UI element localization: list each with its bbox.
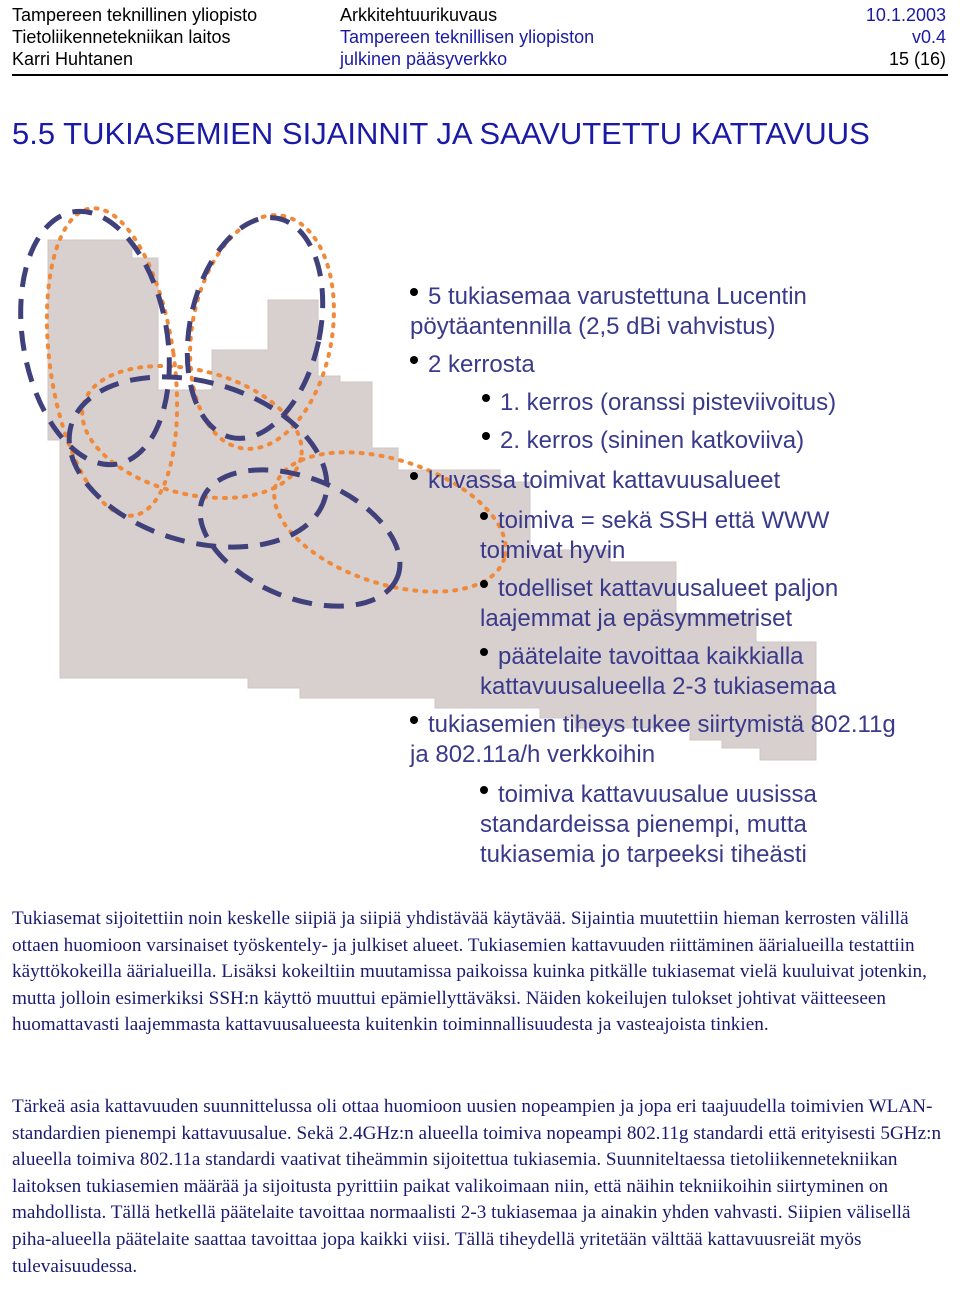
author-name: Karri Huhtanen [12,49,134,69]
header-left [12,4,257,70]
bullet-item [410,710,896,770]
document-date: 10.1.2003 [865,5,946,25]
bullet-text: kattavuusalueella 2-3 tukiasemaa [480,673,837,700]
bullet-item [480,780,817,870]
bullet-dot [480,786,488,794]
bullet-text: 5 tukiasemaa varustettuna Lucentin [428,283,807,310]
bullet-item [482,388,836,418]
header-middle [340,4,594,70]
bullet-dot [410,288,418,296]
document-subject-1: Tampereen teknillisen yliopiston [340,27,595,47]
body-paragraph: Tärkeä asia kattavuuden suunnittelussa oli ottaa huomioon uusien nopeampien ja jopa eri taajuudella toimivien WLAN-standardien pienempi kattavuusalue. Sekä 2.4GHz:n alueella toimiva nopeampi 802.11g standardi että erityisesti 5GHz:n alueella toimiva 802.11a standardi vaativat tiheämmin sijoitettua tukiasemia. Suunniteltaessa tietoliikennetekniikan laitoksen tukiasemien määrää ja sijoitusta pyrittiin paikat valikoimaan niin, että näihin tekniikoihin siirtyminen on mahdollista. Tällä hetkellä päätelaite tavoittaa normaalisti 2-3 tukiasemaa ja ainakin yhden vahvasti. Siipien välisellä piha-alueella päätelaite saattaa tavoittaa jopa kaikki viisi. Tällä tiheydellä yritetään välttää kattavuusreiät myös tulevaisuudessa. [12,1096,942,1277]
bullet-text: todelliset kattavuusalueet paljon [498,575,839,602]
bullet-text: tukiasemia jo tarpeeksi tiheästi [480,841,807,868]
bullet-text: 1. kerros (oranssi pisteviivoitus) [500,389,837,416]
department-name: Tietoliikennetekniikan laitos [12,27,231,47]
header-rule [12,74,948,76]
bullet-item [480,574,838,634]
bullet-item [410,466,780,496]
bullet-text: tukiasemien tiheys tukee siirtymistä 802.11g [428,711,896,738]
bullet-text: 2 kerrosta [428,351,535,378]
bullet-item [480,506,829,566]
bullet-text: toimiva kattavuusalue uusissa [498,781,817,808]
bullet-text: pöytäantennilla (2,5 dBi vahvistus) [410,313,776,340]
bullet-item [410,350,535,380]
bullet-text: standardeissa pienempi, mutta [480,811,807,838]
header-right [866,4,946,70]
university-name: Tampereen teknillinen yliopisto [12,5,258,25]
document-subject-2: julkinen pääsyverkko [340,49,508,69]
bullet-text: toimivat hyvin [480,537,626,564]
bullet-text: 2. kerros (sininen katkoviiva) [500,427,805,454]
section-title: 5.5 TUKIASEMIEN SIJAINNIT JA SAAVUTETTU KATTAVUUS [12,116,870,151]
document-version: v0.4 [911,27,946,47]
coverage-figure [0,200,960,890]
page-number: 15 (16) [888,49,946,69]
bullet-dot [410,716,418,724]
bullet-dot [410,356,418,364]
bullet-text: ja 802.11a/h verkkoihin [410,741,656,768]
bullet-text: kuvassa toimivat kattavuusalueet [428,467,781,494]
bullet-item [480,642,836,702]
body-paragraph: Tukiasemat sijoitettiin noin keskelle siipiä ja siipiä yhdistävää käytävää. Sijaintia muutettiin hieman kerrosten välillä ottaen huomioon varsinaiset työskentely- ja julkiset alueet. Tukiasemien kattavuuden riittäminen äärialueilla testattiin käyttökokeilla äärialueilla. Lisäksi kokeiltiin muutamissa paikoissa kuinka pitkälle tukiasemat vielä kuuluivat jotenkin, mutta jolloin esimerkiksi SSH:n käyttö muuttui epämiellyttäväksi. Näiden kokeilujen tulokset johtivat väitteeseen huomattavasti laajemmasta kattavuusalueesta kuitenkin toiminnallisuudesta ja vasteajoista tinkien. [12,908,927,1036]
bullet-text: toimiva = sekä SSH että WWW [498,507,830,534]
bullet-dot [482,432,490,440]
bullet-text: päätelaite tavoittaa kaikkialla [498,643,804,670]
bullet-text: laajemmat ja epäsymmetriset [480,605,793,632]
bullet-dot [480,648,488,656]
bullet-item [410,282,807,342]
bullet-dot [480,580,488,588]
bullet-dot [480,512,488,520]
bullet-item [482,426,804,456]
bullet-dot [482,394,490,402]
document-type: Arkkitehtuurikuvaus [340,5,498,25]
bullet-dot [410,472,418,480]
